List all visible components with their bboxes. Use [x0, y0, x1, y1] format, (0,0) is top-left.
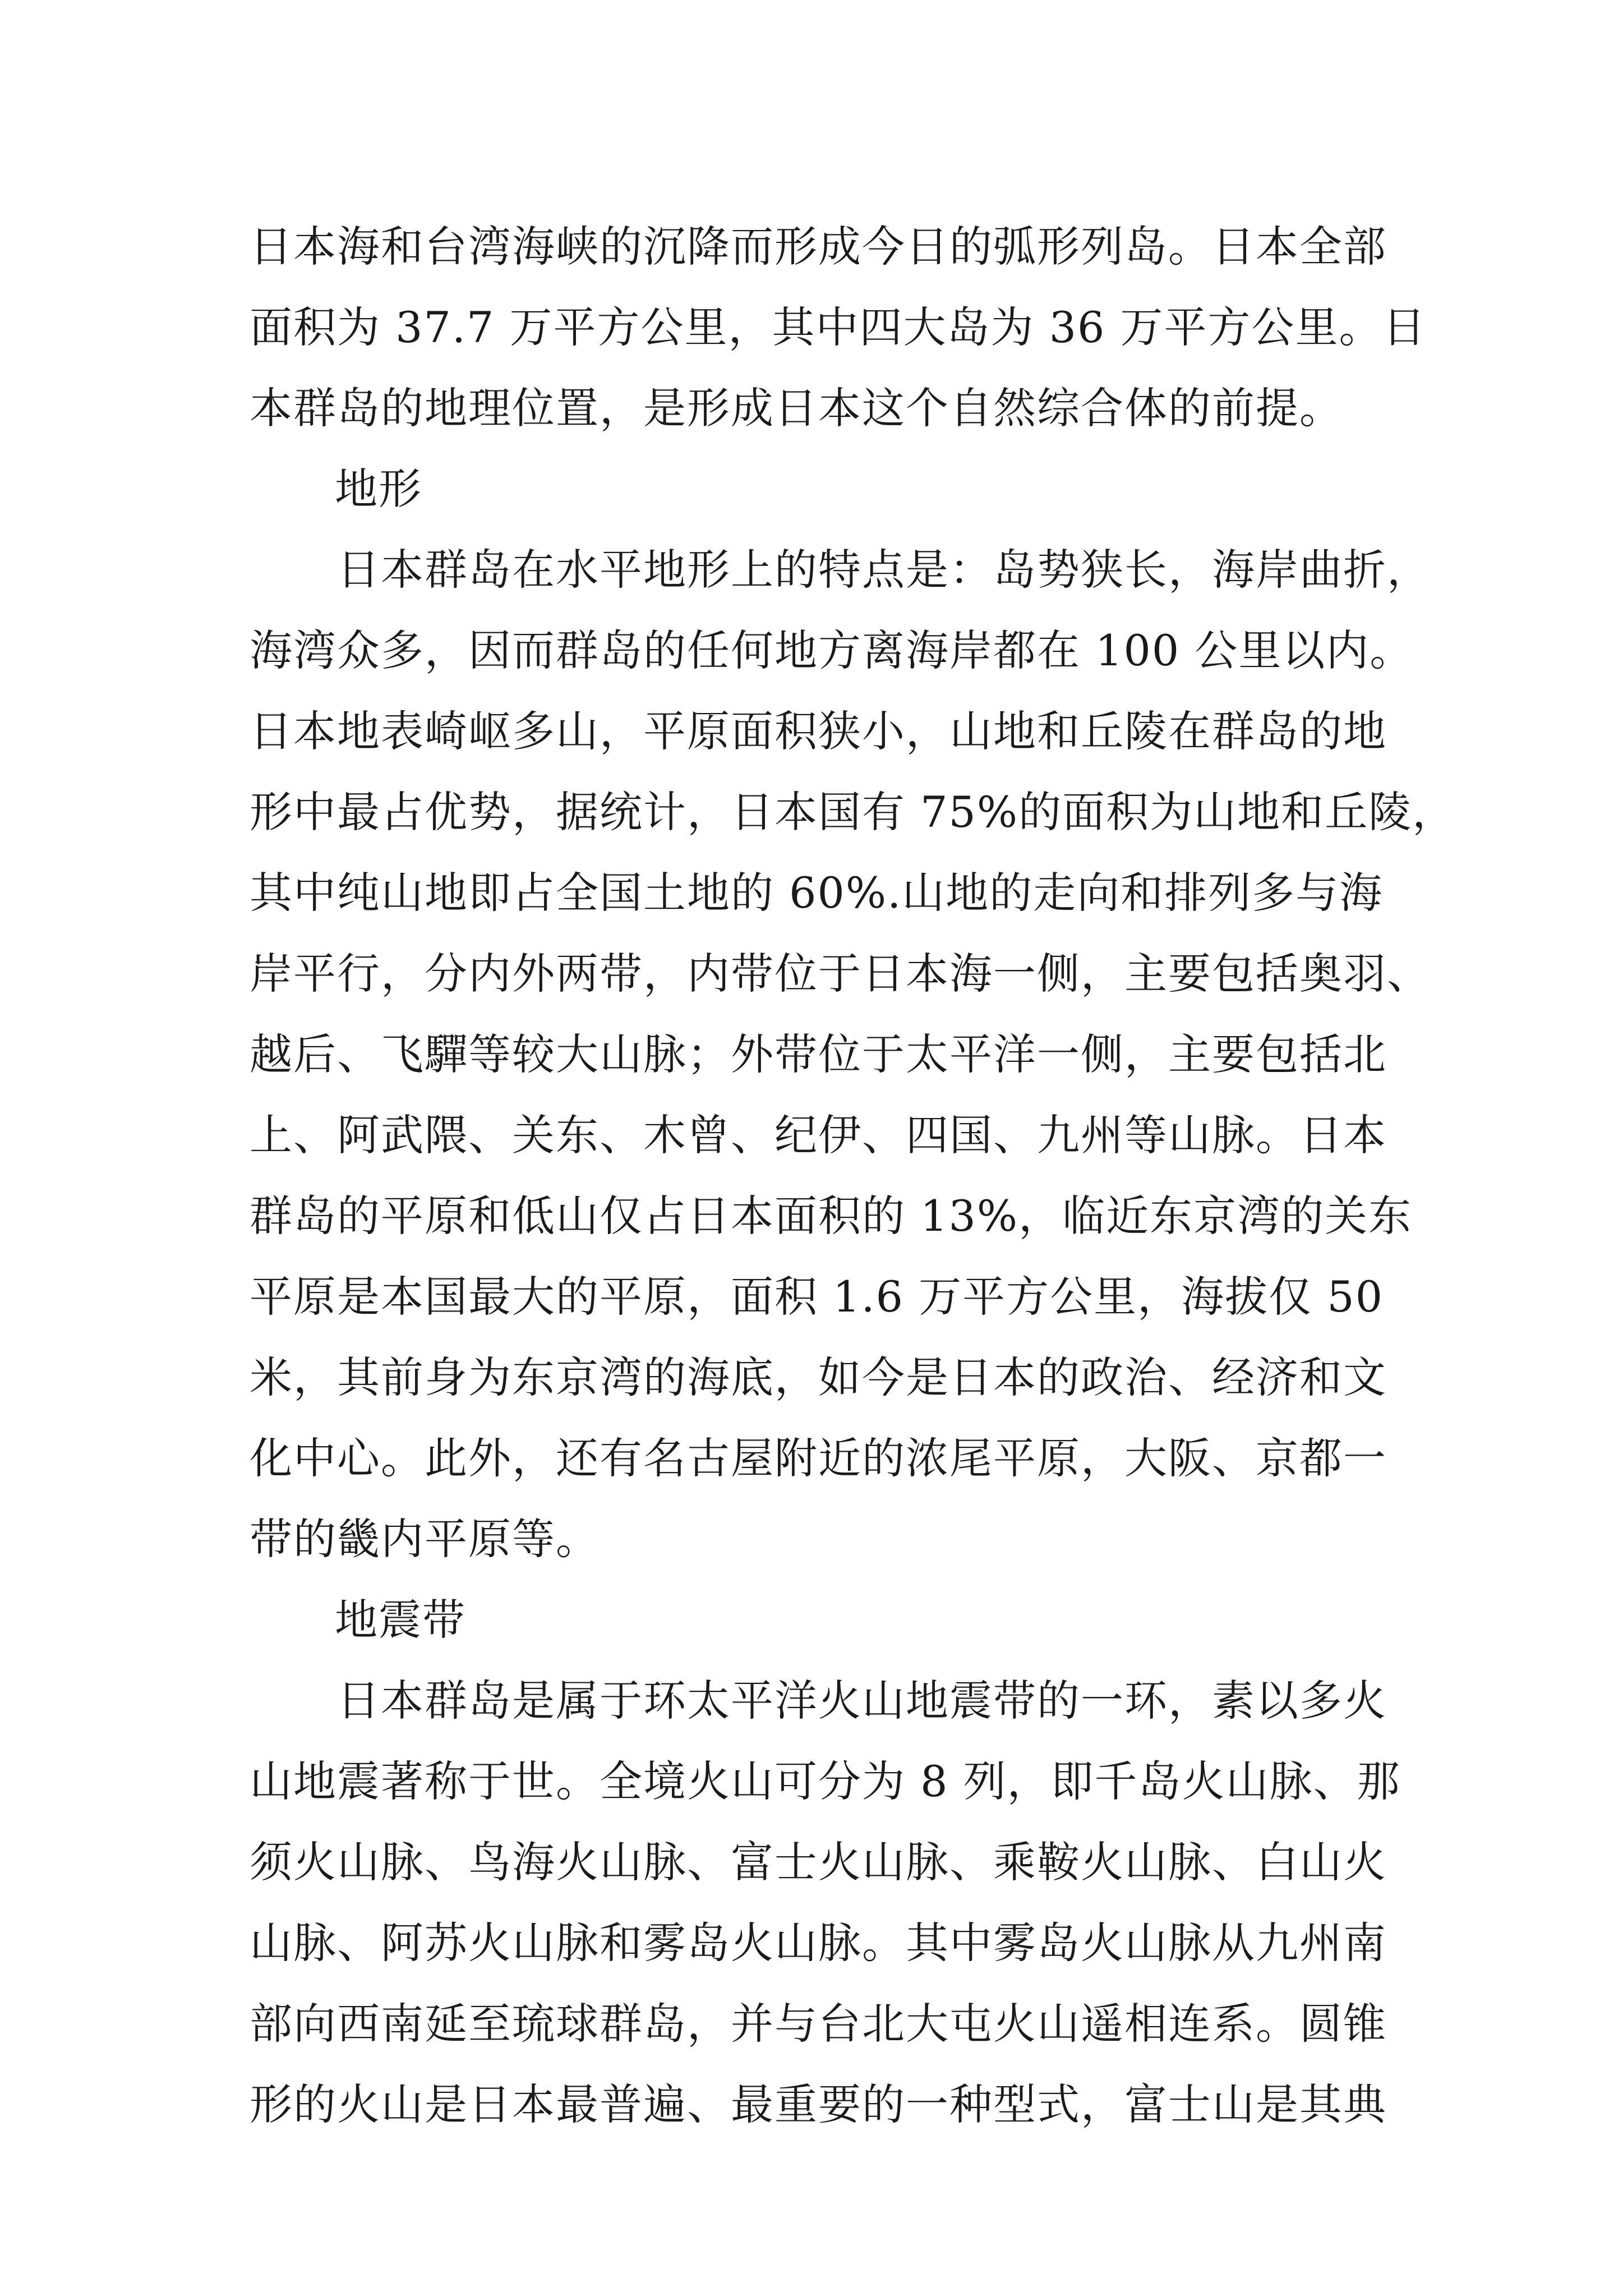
paragraph-line: 上、阿武隈、关东、木曾、纪伊、四国、九州等山脉。日本 — [250, 1110, 1387, 1160]
paragraph-line: 本群岛的地理位置，是形成日本这个自然综合体的前提。 — [250, 383, 1343, 433]
paragraph-line: 化中心。此外，还有名古屋附近的浓尾平原，大阪、京都一 — [250, 1433, 1387, 1483]
paragraph-line: 米，其前身为东京湾的海底，如今是日本的政治、经济和文 — [250, 1352, 1387, 1402]
paragraph-line: 日本海和台湾海峡的沉降而形成今日的弧形列岛。日本全部 — [250, 222, 1387, 272]
paragraph-line: 平原是本国最大的平原，面积 1.6 万平方公里，海拔仅 50 — [250, 1272, 1384, 1322]
section-heading-terrain: 地形 — [335, 464, 422, 514]
paragraph-line: 山脉、阿苏火山脉和雾岛火山脉。其中雾岛火山脉从九州南 — [250, 1918, 1387, 1968]
paragraph-line: 岸平行，分内外两带，内带位于日本海一侧，主要包括奥羽、 — [250, 949, 1431, 999]
paragraph-line: 其中纯山地即占全国土地的 60%.山地的走向和排列多与海 — [250, 868, 1384, 918]
paragraph-line: 带的畿内平原等。 — [250, 1514, 600, 1564]
section-heading-earthquake-belt: 地震带 — [335, 1595, 466, 1645]
paragraph-line: 部向西南延至琉球群岛，并与台北大屯火山遥相连系。圆锥 — [250, 1999, 1387, 2049]
body-text — [250, 206, 1456, 2145]
paragraph-line: 越后、飞驒等较大山脉；外带位于太平洋一侧，主要包括北 — [250, 1029, 1387, 1079]
paragraph-line: 海湾众多，因而群岛的任何地方离海岸都在 100 公里以内。 — [250, 625, 1414, 675]
paragraph-line: 形中最占优势，据统计，日本国有 75%的面积为山地和丘陵， — [250, 787, 1456, 837]
paragraph-line: 面积为 37.7 万平方公里，其中四大岛为 36 万平方公里。日 — [250, 302, 1427, 352]
paragraph-line: 日本群岛是属于环太平洋火山地震带的一环，素以多火 — [250, 1676, 1387, 1726]
paragraph-line: 山地震著称于世。全境火山可分为 8 列，即千岛火山脉、那 — [250, 1756, 1401, 1806]
paragraph-line: 群岛的平原和低山仅占日本面积的 13%，临近东京湾的关东 — [250, 1191, 1413, 1241]
paragraph-line: 须火山脉、鸟海火山脉、富士火山脉、乘鞍火山脉、白山火 — [250, 1837, 1387, 1887]
paragraph-line: 日本地表崎岖多山，平原面积狭小，山地和丘陵在群岛的地 — [250, 706, 1387, 756]
paragraph-line: 形的火山是日本最普遍、最重要的一种型式，富士山是其典 — [250, 2079, 1387, 2129]
paragraph-line: 日本群岛在水平地形上的特点是：岛势狭长，海岸曲折， — [250, 545, 1431, 595]
